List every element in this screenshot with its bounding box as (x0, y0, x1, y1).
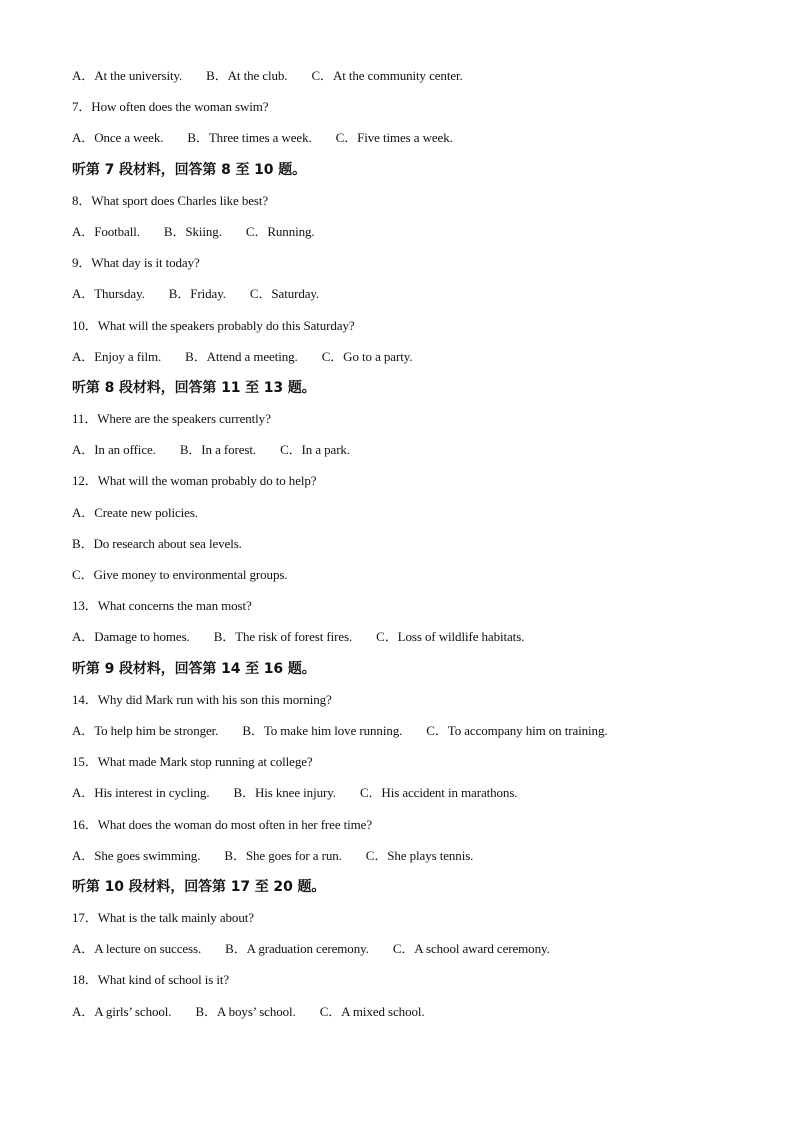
option-row (72, 1002, 754, 1033)
option-c: C．She plays tennis. (365, 847, 474, 863)
question-13: 13．What concerns the man most? (72, 598, 252, 614)
option-row (72, 284, 754, 315)
option-row (72, 534, 754, 565)
option-c: C．Give money to environmental groups. (72, 567, 288, 582)
option-b: B．Skiing. (163, 223, 222, 239)
option-row (72, 503, 754, 534)
option-c: C．Go to a party. (321, 348, 413, 364)
option-row (72, 222, 754, 253)
option-c: C．At the community center. (311, 68, 463, 83)
exam-page (72, 66, 754, 1033)
question-10: 10．What will the speakers probably do this Saturday? (72, 317, 355, 333)
question-17: 17．What is the talk mainly about? (72, 910, 254, 926)
option-a: A．She goes swimming. (72, 847, 201, 863)
option-a: A．Thursday. (72, 286, 145, 302)
option-row (72, 783, 754, 814)
option-b: B．She goes for a run. (224, 847, 342, 863)
option-row (72, 627, 754, 658)
option-b: B．At the club. (206, 68, 288, 83)
option-row (72, 565, 754, 596)
option-c: C．A mixed school. (319, 1003, 425, 1019)
option-a: A．To help him be stronger. (72, 722, 219, 738)
option-b: B．The risk of forest fires. (213, 629, 353, 645)
option-row (72, 347, 754, 378)
question-9: 9．What day is it today? (72, 255, 200, 271)
option-a: A．Once a week. (72, 130, 164, 146)
question-7: 7．How often does the woman swim? (72, 99, 269, 115)
option-b: B．A graduation ceremony. (225, 941, 369, 957)
option-row (72, 846, 754, 877)
option-b: B．Do research about sea levels. (72, 535, 242, 551)
option-b: B．To make him love running. (242, 722, 403, 738)
question-16: 16．What does the woman do most often in her free time? (72, 816, 373, 832)
section-heading: 听第 9 段材料，回答第 14 至 16 题。 (72, 660, 316, 677)
option-a: A．Enjoy a film. (72, 348, 162, 364)
option-a: A．His interest in cycling. (72, 785, 210, 801)
question-15: 15．What made Mark stop running at college? (72, 754, 313, 770)
option-b: B．In a forest. (179, 442, 257, 458)
option-c: C．Loss of wildlife habitats. (376, 629, 525, 645)
option-c: C．Running. (245, 223, 315, 239)
option-a: A．A girls’ school. (72, 1003, 172, 1019)
option-b: B．Three times a week. (187, 130, 312, 146)
option-a: A．In an office. (72, 442, 156, 458)
option-b: B．A boys’ school. (195, 1003, 296, 1019)
option-a: A．A lecture on success. (72, 941, 202, 957)
option-c: C．Five times a week. (335, 130, 453, 146)
option-a: A．At the university. (72, 68, 183, 83)
option-row (72, 721, 754, 752)
question-18: 18．What kind of school is it? (72, 972, 230, 988)
option-row (72, 66, 754, 97)
option-row (72, 939, 754, 970)
option-c: C．Saturday. (249, 286, 320, 302)
question-14: 14．Why did Mark run with his son this morning? (72, 691, 332, 707)
section-heading: 听第 7 段材料，回答第 8 至 10 题。 (72, 161, 307, 178)
question-11: 11．Where are the speakers currently? (72, 411, 271, 427)
question-8: 8．What sport does Charles like best? (72, 192, 269, 208)
option-c: C．In a park. (280, 442, 350, 458)
option-a: A．Damage to homes. (72, 629, 190, 645)
option-b: B．Friday. (168, 286, 226, 302)
option-row (72, 440, 754, 471)
option-row (72, 128, 754, 159)
option-b: B．Attend a meeting. (185, 348, 298, 364)
option-c: C．To accompany him on training. (426, 722, 608, 738)
question-12: 12．What will the woman probably do to help? (72, 473, 317, 489)
option-a: A．Football. (72, 223, 140, 239)
section-heading: 听第 10 段材料，回答第 17 至 20 题。 (72, 878, 326, 895)
section-heading: 听第 8 段材料，回答第 11 至 13 题。 (72, 379, 316, 396)
option-a: A．Create new policies. (72, 504, 198, 520)
option-c: C．A school award ceremony. (392, 941, 550, 957)
option-b: B．His knee injury. (233, 785, 336, 801)
option-c: C．His accident in marathons. (359, 785, 518, 801)
